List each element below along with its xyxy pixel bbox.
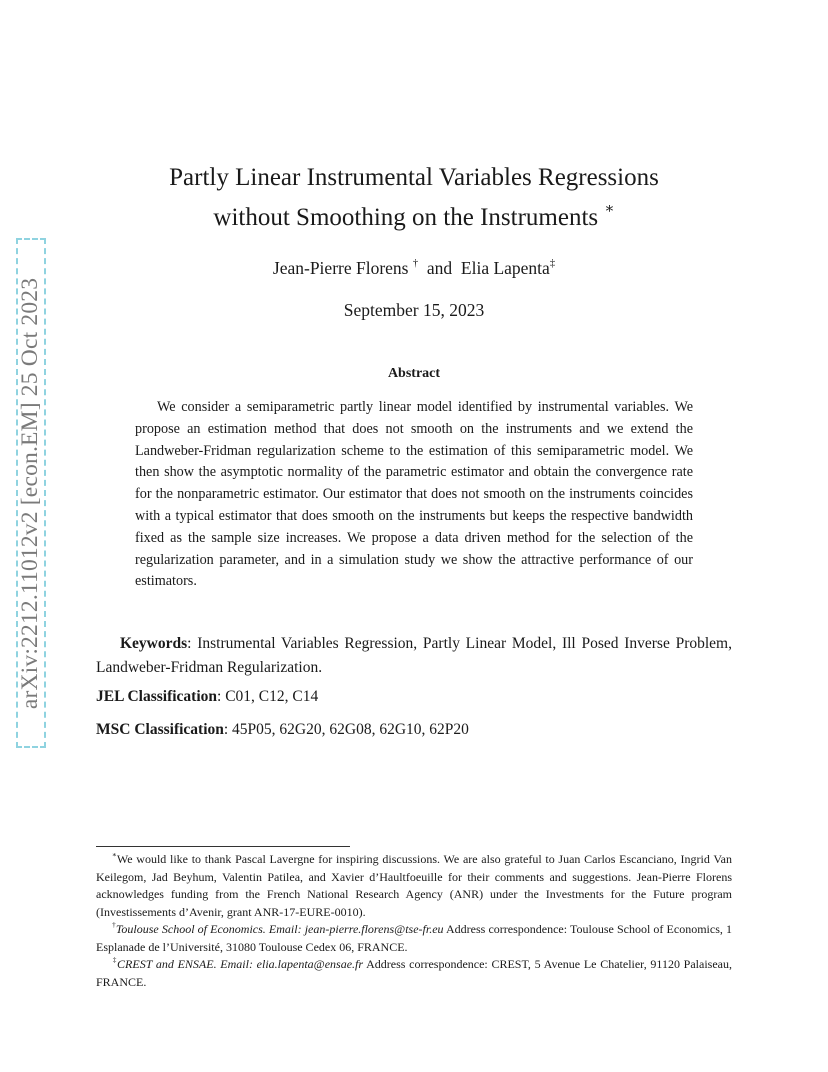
abstract-heading: Abstract — [387, 366, 441, 381]
footnotes — [96, 851, 732, 991]
jel-label: JEL Classification — [96, 688, 218, 705]
footnote-1-text: We would like to thank Pascal Lavergne for inspiring discussions. We are also grateful to Juan Carlos Escanciano, Ingrid Van Keilegom, Jad Beyhum, Valentin Patilea, and Xavier d’Haultfoeuille for their comments and suggestions. Jean-Pierre Florens acknowledges funding from the French National Research Agency (ANR) under the Investments for the Future program (Investissements d’Avenir, grant ANR-17-EURE-0010). — [96, 852, 732, 919]
title-line-2 — [96, 198, 732, 238]
footnote-2-affiliation: Toulouse School of Economics. Email: jean-pierre.florens@tse-fr.eu — [115, 922, 444, 936]
author-2-mark: ‡ — [549, 257, 556, 269]
jel-codes: : C01, C12, C14 — [217, 688, 319, 705]
paper-date: September 15, 2023 — [343, 300, 485, 320]
footnote-3-affiliation: CREST and ENSAE. Email: elia.lapenta@ensae.fr — [117, 957, 364, 971]
paper-title — [96, 158, 732, 238]
footnote-2 — [96, 921, 732, 956]
footnote-1-mark: ∗ — [112, 850, 117, 859]
footnote-1 — [96, 851, 732, 921]
footnote-3 — [96, 956, 732, 991]
keywords-text: : Instrumental Variables Regression, Partly Linear Model, Ill Posed Inverse Problem, Landweber-Fridman Regularization. — [96, 635, 732, 676]
msc-classification — [96, 721, 469, 739]
footnote-2-mark: † — [112, 920, 116, 929]
keywords-label: Keywords — [120, 635, 188, 652]
author-conjunction: and — [426, 258, 453, 278]
title-footnote-mark: ∗ — [604, 201, 615, 218]
footnote-2-text: Address correspondence: Toulouse School of Economics, 1 Esplanade de l’Université, 31080 Toulouse Cedex 06, FRANCE. — [96, 922, 733, 954]
title-line-1: Partly Linear Instrumental Variables Regressions — [169, 164, 659, 191]
arxiv-identifier: arXiv:2212.11012v2 [econ.EM] 25 Oct 2023 — [17, 277, 44, 709]
arxiv-identifier-box — [16, 238, 46, 748]
author-1-mark: † — [412, 257, 419, 269]
title-line-2-text: without Smoothing on the Instruments — [213, 204, 599, 231]
msc-label: MSC Classification — [96, 721, 224, 738]
footnote-3-mark: ‡ — [112, 955, 118, 964]
footnote-3-text: Address correspondence: CREST, 5 Avenue Le Chatelier, 91120 Palaiseau, FRANCE. — [96, 957, 732, 989]
footnote-rule — [96, 846, 350, 847]
authors — [96, 258, 732, 279]
keywords — [96, 632, 732, 680]
msc-codes: : 45P05, 62G20, 62G08, 62G10, 62P20 — [223, 721, 469, 738]
jel-classification — [96, 688, 318, 706]
abstract-text: We consider a semiparametric partly linear model identified by instrumental variables. We propose an estimation method that does not smooth on the instruments and we extend the Landweber-Fridman regularization scheme to the estimation of this semiparametric model. We then show the asymptotic normality of the parametric estimator and obtain the convergence rate for the nonparametric estimator. Our estimator that does not smooth on the instruments coincides with a typical estimator that does smooth on the instruments but keeps the respective bandwidth fixed as the sample size increases. We propose a data driven method for the selection of the regularization parameter, and in a simulation study we show the attractive performance of our estimators. — [135, 399, 693, 590]
author-2: Elia Lapenta — [460, 258, 550, 278]
author-1: Jean-Pierre Florens — [272, 258, 409, 278]
abstract-body — [135, 397, 693, 593]
